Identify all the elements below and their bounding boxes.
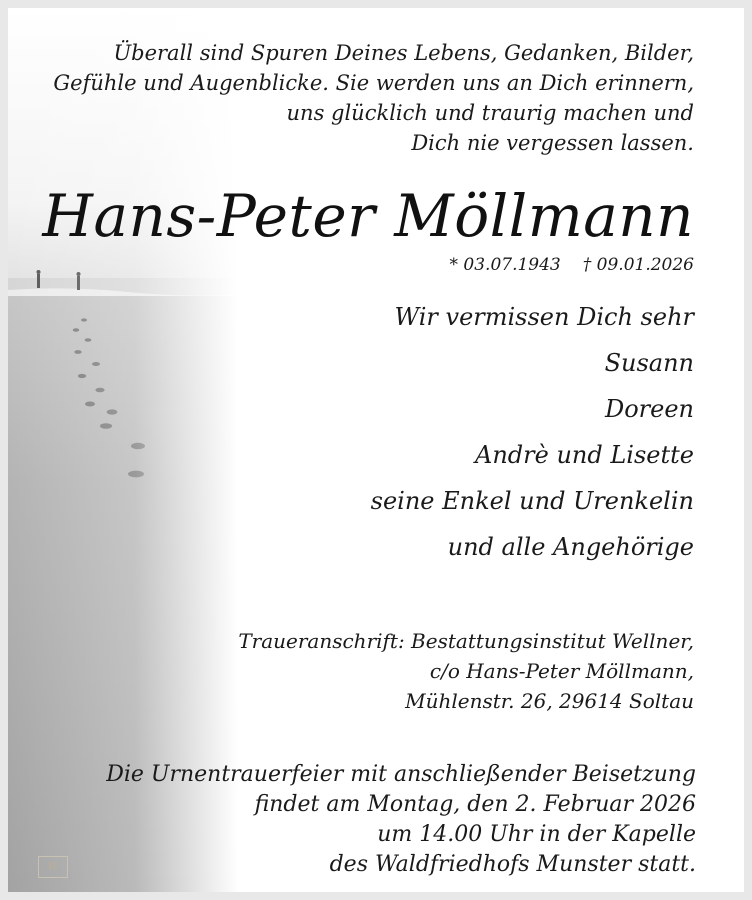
quote-line: Gefühle und Augenblicke. Sie werden uns an Dich erinnern, <box>53 71 694 95</box>
memorial-quote <box>53 38 694 158</box>
ceremony-info <box>106 760 696 880</box>
mourners-line: seine Enkel und Urenkelin <box>370 487 694 515</box>
mourners-line: Susann <box>604 349 694 377</box>
mourners-line: Wir vermissen Dich sehr <box>394 303 694 331</box>
mourners-line: und alle Angehörige <box>447 533 694 561</box>
publisher-logo-stamp: W <box>38 856 68 878</box>
mourners-line: Doreen <box>604 395 694 423</box>
ceremony-line: des Waldfriedhofs Munster statt. <box>329 852 696 877</box>
birth-date: * 03.07.1943 <box>449 255 561 275</box>
mourning-address <box>238 626 694 716</box>
deceased-name: Hans-Peter Möllmann <box>42 182 694 250</box>
quote-line: Überall sind Spuren Deines Lebens, Gedanken, Bilder, <box>113 41 694 65</box>
life-dates <box>450 254 695 276</box>
address-line: c/o Hans-Peter Möllmann, <box>429 659 694 683</box>
ceremony-line: findet am Montag, den 2. Februar 2026 <box>254 792 696 817</box>
mourners-line: Andrè und Lisette <box>475 441 694 469</box>
mourners-list <box>371 294 694 570</box>
quote-line: Dich nie vergessen lassen. <box>411 131 694 155</box>
address-line: Traueranschrift: Bestattungsinstitut Wellner, <box>238 629 694 653</box>
ceremony-line: um 14.00 Uhr in der Kapelle <box>377 822 696 847</box>
ceremony-line: Die Urnentrauerfeier mit anschließender Beisetzung <box>106 762 696 787</box>
address-line: Mühlenstr. 26, 29614 Soltau <box>405 689 694 713</box>
quote-line: uns glücklich und traurig machen und <box>286 101 694 125</box>
death-date: † 09.01.2026 <box>582 255 694 275</box>
